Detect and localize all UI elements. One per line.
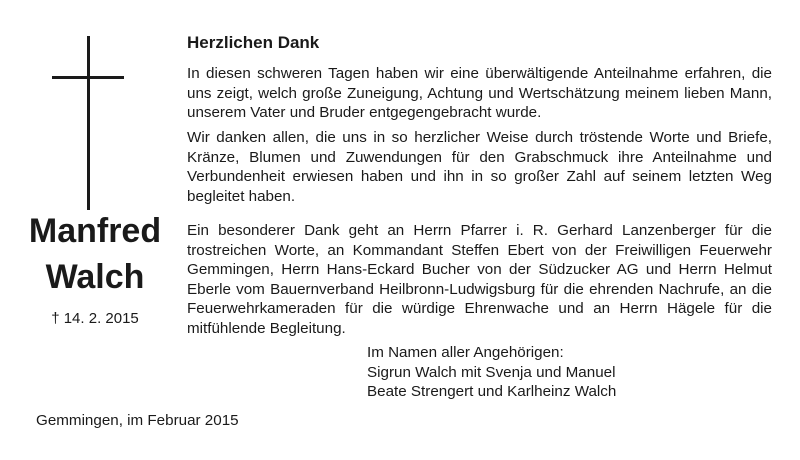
thanks-paragraph-1: In diesen schweren Tagen haben wir eine überwältigende Anteilnahme erfahren, die uns zeigt, welch große Zuneigung, Achtung und Wertschätzung meinem lieben Mann, unserem Vater und Bruder entgegengebracht wurde. — [187, 65, 772, 121]
thanks-paragraph-2: Wir danken allen, die uns in so herzlicher Weise durch tröstende Worte und Briefe, Kränze, Blumen und Zuwendungen für den Grabschmuck ihre Anteilnahme und Verbundenheit erwiesen haben und ihn in so großer Zahl auf seinem letzten Weg begleitet haben. — [187, 129, 772, 205]
cross-horizontal-bar — [52, 76, 124, 79]
notice-title: Herzlichen Dank — [187, 33, 320, 52]
deceased-last-name: Walch — [45, 258, 145, 296]
signoff-line: Im Namen aller Angehörigen: — [367, 344, 564, 361]
signoff-block — [367, 343, 616, 402]
cross-icon — [52, 36, 124, 210]
signoff-line: Beate Strengert und Karlheinz Walch — [367, 383, 617, 400]
place-and-date: Gemmingen, im Februar 2015 — [36, 412, 239, 429]
thanks-paragraph-3: Ein besonderer Dank geht an Herrn Pfarrer i. R. Gerhard Lanzenberger für die trostreichen Worte, an Kommandant Steffen Ebert von der Freiwilligen Feuerwehr Gemmingen, Herrn Hans-Eckard Bucher von der Südzucker AG und Herrn Helmut Eberle vom Bauernverband Heilbronn-Ludwigsburg für die ehrenden Nachrufe, an die Feuerwehrkameraden für die würdige Ehrenwache und an Herrn Hägele für die mitfühlende Begleitung. — [187, 222, 772, 337]
signoff-line: Sigrun Walch mit Svenja und Manuel — [367, 363, 616, 381]
deceased-first-name: Manfred — [28, 212, 162, 250]
cross-vertical-bar — [87, 36, 90, 210]
death-date: † 14. 2. 2015 — [51, 310, 139, 327]
